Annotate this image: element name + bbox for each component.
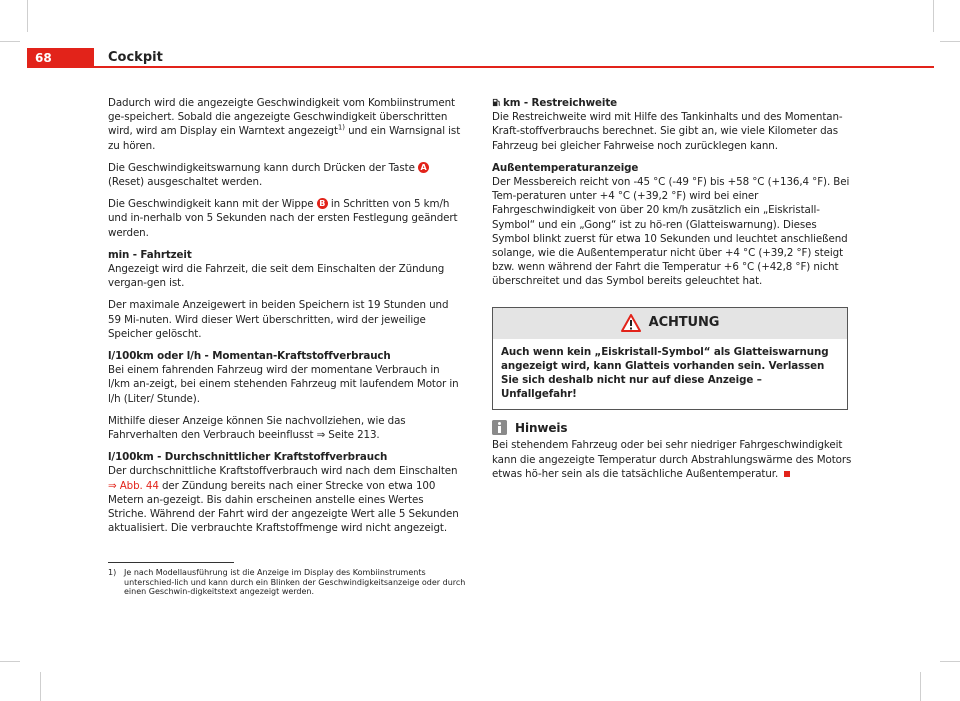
section-end-marker xyxy=(784,471,790,477)
warning-triangle-icon xyxy=(621,314,641,332)
right-column xyxy=(492,96,852,489)
crop-mark xyxy=(0,661,20,662)
warning-text: Auch wenn kein „Eiskristall-Symbol“ als Glatteiswarnung angezeigt wird, kann Glatteis vorhanden sein. Verlassen Sie sich deshalb nicht nur auf diese Anzeige – Unfallgefahr! xyxy=(501,345,829,401)
paragraph: Bei einem fahrenden Fahrzeug wird der momentane Verbrauch in l/km an-zeigt, bei einem stehenden Fahrzeug mit laufendem Motor in l/h (Liter/ Stunde). xyxy=(108,364,459,405)
paragraph: Der durchschnittliche Kraftstoffverbrauch wird nach dem Einschalten ⇒ Abb. 44 der Zündung bereits nach einer Strecke von etwa 100 Metern an-gezeigt. Bis dahin erscheinen anstelle eines Wertes Striche. Während der Fahrt wird der angezeigte Wert alle 5 Sekunden aktualisiert. Die verbrauchte Kraftstoffmenge wird nicht angezeigt. xyxy=(108,465,459,535)
paragraph: Die Geschwindigkeitswarnung kann durch Drücken der Taste A (Reset) ausgeschaltet werden. xyxy=(108,161,464,189)
footnote-rule xyxy=(108,562,234,563)
page-number: 68 xyxy=(27,48,94,68)
crop-mark xyxy=(940,41,960,42)
footnote xyxy=(108,568,468,597)
paragraph: Die Geschwindigkeit kann mit der Wippe B in Schritten von 5 km/h und in-nerhalb von 5 Sekunden nach der ersten Festlegung geändert werden. xyxy=(108,198,458,239)
warning-title: ACHTUNG xyxy=(648,315,720,331)
footnote-ref[interactable]: 1) xyxy=(337,123,345,132)
key-b-badge: B xyxy=(317,198,328,209)
crop-mark xyxy=(0,41,20,42)
page-title: Cockpit xyxy=(108,50,163,65)
paragraph: Die Restreichweite wird mit Hilfe des Tankinhalts und des Momentan-Kraft-stoffverbrauchs berechnet. Sie gibt an, wie viele Kilometer das Fahrzeug bei gleicher Fahrweise noch zurücklegen kann. xyxy=(492,111,843,152)
key-a-badge: A xyxy=(418,162,429,173)
crop-mark xyxy=(920,672,921,701)
crop-mark xyxy=(940,661,960,662)
footnote-text: Je nach Modellausführung ist die Anzeige im Display des Kombiinstruments unterschied-lich und kann durch ein Blinken der Geschwindigkeitsanzeige oder durch einen Geschwin-digkeitstext angezeigt werden. xyxy=(124,568,466,596)
note-text: Bei stehendem Fahrzeug oder bei sehr niedriger Fahrgeschwindigkeit kann die angezeigte Temperatur durch Abstrahlungswärme des Motors etwas hö-her sein als die tatsächliche Außentemperatur. xyxy=(492,439,852,480)
crop-mark xyxy=(933,0,934,32)
crop-mark xyxy=(27,0,28,32)
left-column xyxy=(108,96,464,543)
paragraph: Der Messbereich reicht von -45 °C (-49 °F) bis +58 °C (+136,4 °F). Bei Tem-peraturen unter +4 °C (+39,2 °F) wird bei einer Fahrgeschwindigkeit von über 20 km/h zusätzlich ein „Eiskristall-Symbol“ und ein „Gong“ ist zu hö-ren (Glatteiswarnung). Dieses Symbol blinkt zuerst für etwa 10 Sekunden und leuchtet anschließend solange, wie die Außentemperatur nicht über +4 °C (+39,2 °F) steigt bzw. wenn während der Fahrt die Temperatur +6 °C (+42,8 °F) nicht überschreitet und das Symbol bereits geleuchtet hat. xyxy=(492,176,850,288)
note-title: Hinweis xyxy=(515,420,568,435)
heading-aussentemperatur: Außentemperaturanzeige xyxy=(492,161,639,174)
heading-momentan: l/100km oder l/h - Momentan-Kraftstoffverbrauch xyxy=(108,350,391,363)
footnote-marker: 1) xyxy=(108,568,117,577)
heading-restreichweite: km - Restreichweite xyxy=(492,96,852,110)
paragraph: Angezeigt wird die Fahrzeit, die seit dem Einschalten der Zündung vergan-gen ist. xyxy=(108,263,445,290)
heading-fahrtzeit: min - Fahrtzeit xyxy=(108,248,192,261)
fuel-pump-icon xyxy=(492,98,501,107)
note-info-icon xyxy=(492,420,507,435)
note-header xyxy=(492,420,852,435)
paragraph: Der maximale Anzeigewert in beiden Speichern ist 19 Stunden und 59 Mi-nuten. Wird dieser Wert überschritten, wird der jeweilige Speicher gelöscht. xyxy=(108,299,449,340)
paragraph: Dadurch wird die angezeigte Geschwindigkeit vom Kombiinstrument ge-speichert. Sobald die angezeigte Geschwindigkeit überschritten wird, wird am Display ein Warntext angezeigt$^{1)}$ und ein Warnsignal ist zu hören. xyxy=(108,97,461,152)
warning-box xyxy=(492,307,848,411)
crop-mark xyxy=(40,672,41,701)
paragraph: Mithilfe dieser Anzeige können Sie nachvollziehen, wie das Fahrverhalten den Verbrauch beeinflusst ⇒ Seite 213. xyxy=(108,414,406,442)
heading-durchschnitt: l/100km - Durchschnittlicher Kraftstoffverbrauch xyxy=(108,451,388,464)
page-link[interactable]: ⇒ Seite 213. xyxy=(316,429,380,442)
header-rule xyxy=(94,66,934,68)
figure-link[interactable]: ⇒ Abb. 44 xyxy=(108,479,159,492)
warning-header xyxy=(493,308,847,339)
